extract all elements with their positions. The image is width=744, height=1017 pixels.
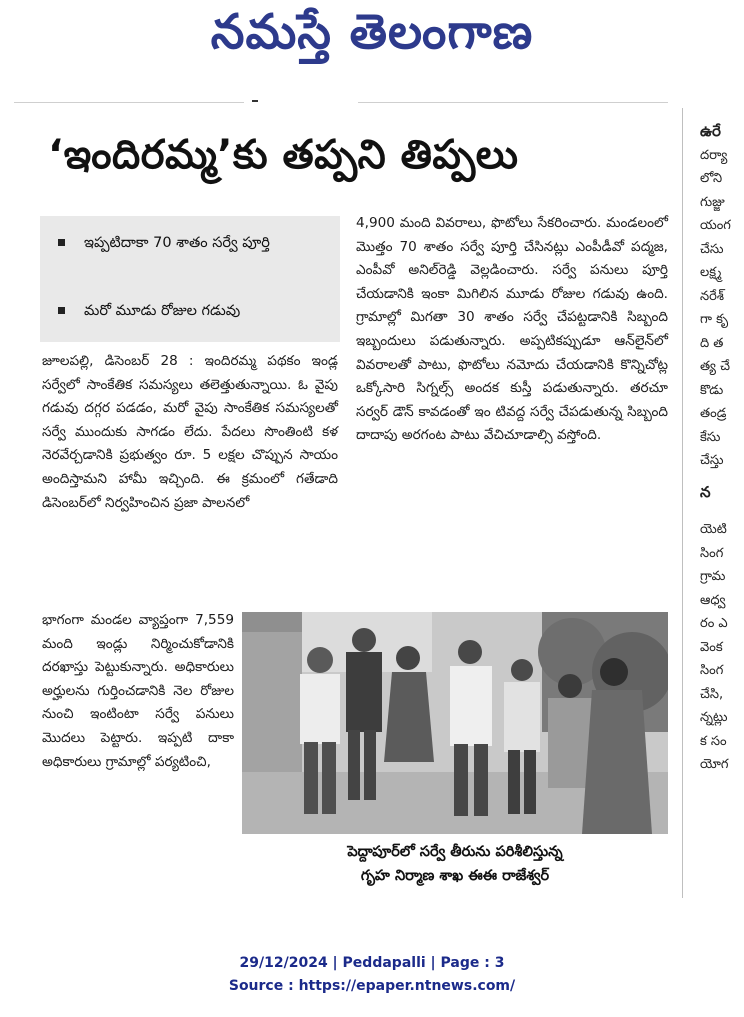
adjacent-article-line: నరేశ్ <box>700 288 724 304</box>
adjacent-article-subheading: న <box>700 482 711 501</box>
adjacent-article-line: వెంక <box>700 639 723 655</box>
adjacent-article-line: యోగ <box>700 757 729 772</box>
adjacent-article-line: ఆధ్వ <box>700 592 726 608</box>
adjacent-article-line: చేస్తు <box>700 453 724 468</box>
bullet-icon <box>58 307 65 314</box>
masthead-title: నమస్తే తెలంగాణ <box>210 4 534 60</box>
article-body-left: జూలపల్లి, డిసెంబర్ 28 : ఇందిరమ్మ పథకం ఇండ్ల సర్వేలో సాంకేతిక సమస్యలు తలెత్తుతున్నాయి. ఓ వైపు గడువు దగ్గర పడడం, మరో వైపు సాంకేతిక సమస్యలతో సర్వే ముందుకు సాగడం లేదు. పేదలు సొంతింటి కళ నెరవేర్చడానికి ప్రభుత్వం రూ. 5 లక్షల చొప్పున సాయం అందిస్తామని హామీ ఇచ్చింది. ఈ క్రమంలో గతేడాది డిసెంబర్‌లో నిర్వహించిన ప్రజా పాలనలో <box>42 353 338 511</box>
adjacent-article-line: దర్యా <box>700 147 728 163</box>
adjacent-article-line: గ్రామ <box>700 569 726 584</box>
adjacent-article-line: త్య చే <box>700 359 731 374</box>
adjacent-article-line: ది త <box>700 335 724 351</box>
column-divider <box>682 108 683 898</box>
highlights-box <box>40 216 340 342</box>
photo-survey-scene <box>242 612 668 834</box>
adjacent-article-cropped <box>700 120 744 900</box>
highlight-text: మరో మూడు రోజుల గడువు <box>84 303 241 319</box>
adjacent-article-line: చేసి, <box>700 686 724 702</box>
newspaper-masthead <box>0 0 744 82</box>
footer-date-page: 29/12/2024 | Peddapalli | Page : 3 <box>239 955 505 971</box>
adjacent-article-line: లక్ష్మ <box>700 265 722 280</box>
adjacent-article-heading: ఉరే <box>700 122 721 140</box>
adjacent-article-line: గుజ్జు <box>700 194 725 210</box>
highlight-item <box>58 296 324 326</box>
adjacent-article-line: సింగ <box>700 545 724 561</box>
adjacent-article-line: చేసు <box>700 241 724 257</box>
adjacent-article-line: న్నట్లు <box>700 710 728 725</box>
adjacent-article-line: యెటి <box>700 522 727 537</box>
article-headline: ‘ఇందిరమ్మ’కు తప్పని తిప్పలు <box>48 132 519 178</box>
photo-caption <box>242 840 668 888</box>
adjacent-article-line: కేసు <box>700 429 721 445</box>
divider-tick <box>252 100 258 102</box>
adjacent-article-line: లోని <box>700 171 723 186</box>
photo-caption-line: పెద్దాపూర్‌లో సర్వే తీరును పరిశీలిస్తున్న <box>347 844 563 860</box>
adjacent-article-line: గా కృ <box>700 312 729 327</box>
article-body-left-continued: భాగంగా మండల వ్యాప్తంగా 7,559 మంది ఇండ్లు నిర్మించుకోడానికి దరఖాస్తు పెట్టుకున్నారు. అధికారులు అర్హులను గుర్తించడానికి నెల రోజుల నుంచి ఇంటింటా సర్వే పనులు మొదలు పెట్టారు. ఇప్పటి దాకా అధికారులు గ్రామాల్లో పర్యటించి, <box>42 612 234 770</box>
divider <box>358 102 668 103</box>
article-body-middle: 4,900 మంది వివరాలు, ఫొటోలు సేకరించారు. మండలంలో మొత్తం 70 శాతం సర్వే పూర్తి చేసినట్లు ఎంపీడీవో పద్మజ, ఎంపీవో అనిల్‌రెడ్డి వెల్లడించారు. సర్వే పనులు పూర్తి చేయడానికి ఇంకా మిగిలిన మూడు రోజుల గడువు ఉంది. గ్రామాల్లో మిగతా 30 శాతం సర్వే చేపట్టడానికి సిబ్బంది ఇబ్బందులు పడుతున్నారు. అప్పటికప్పుడూ ఆన్‌లైన్‌లో వివరాలతో పాటు, ఫొటోలు నమోదు చేయడానికి కొన్నిచోట్ల ఒక్కోసారి సిగ్నల్స్ అందక కుస్తీ పడుతున్నారు. తరచూ సర్వర్ డౌన్ కావడంతో ఇం టివద్ద సర్వే చేపడుతున్న సిబ్బంది దాదాపు అరగంట పాటు వేచిచూడాల్సి వస్తోంది. <box>356 215 668 444</box>
adjacent-article-line: రం ఎ <box>700 616 728 631</box>
article-photo <box>242 612 668 834</box>
footer-source: Source : https://epaper.ntnews.com/ <box>228 978 516 994</box>
adjacent-article-line: క సం <box>700 733 727 749</box>
divider <box>14 102 244 103</box>
bullet-icon <box>58 239 65 246</box>
adjacent-article-line: కొడు <box>700 382 724 398</box>
adjacent-article-line: సింగ <box>700 663 724 678</box>
highlight-text: ఇప్పటిదాకా 70 శాతం సర్వే పూర్తి <box>84 235 270 251</box>
adjacent-article-line: యంగ <box>700 218 731 233</box>
highlight-item <box>58 228 324 258</box>
photo-caption-line: గృహ నిర్మాణ శాఖ ఈఈ రాజేశ్వర్ <box>360 868 550 884</box>
adjacent-article-line: తండ్ర <box>700 406 727 421</box>
